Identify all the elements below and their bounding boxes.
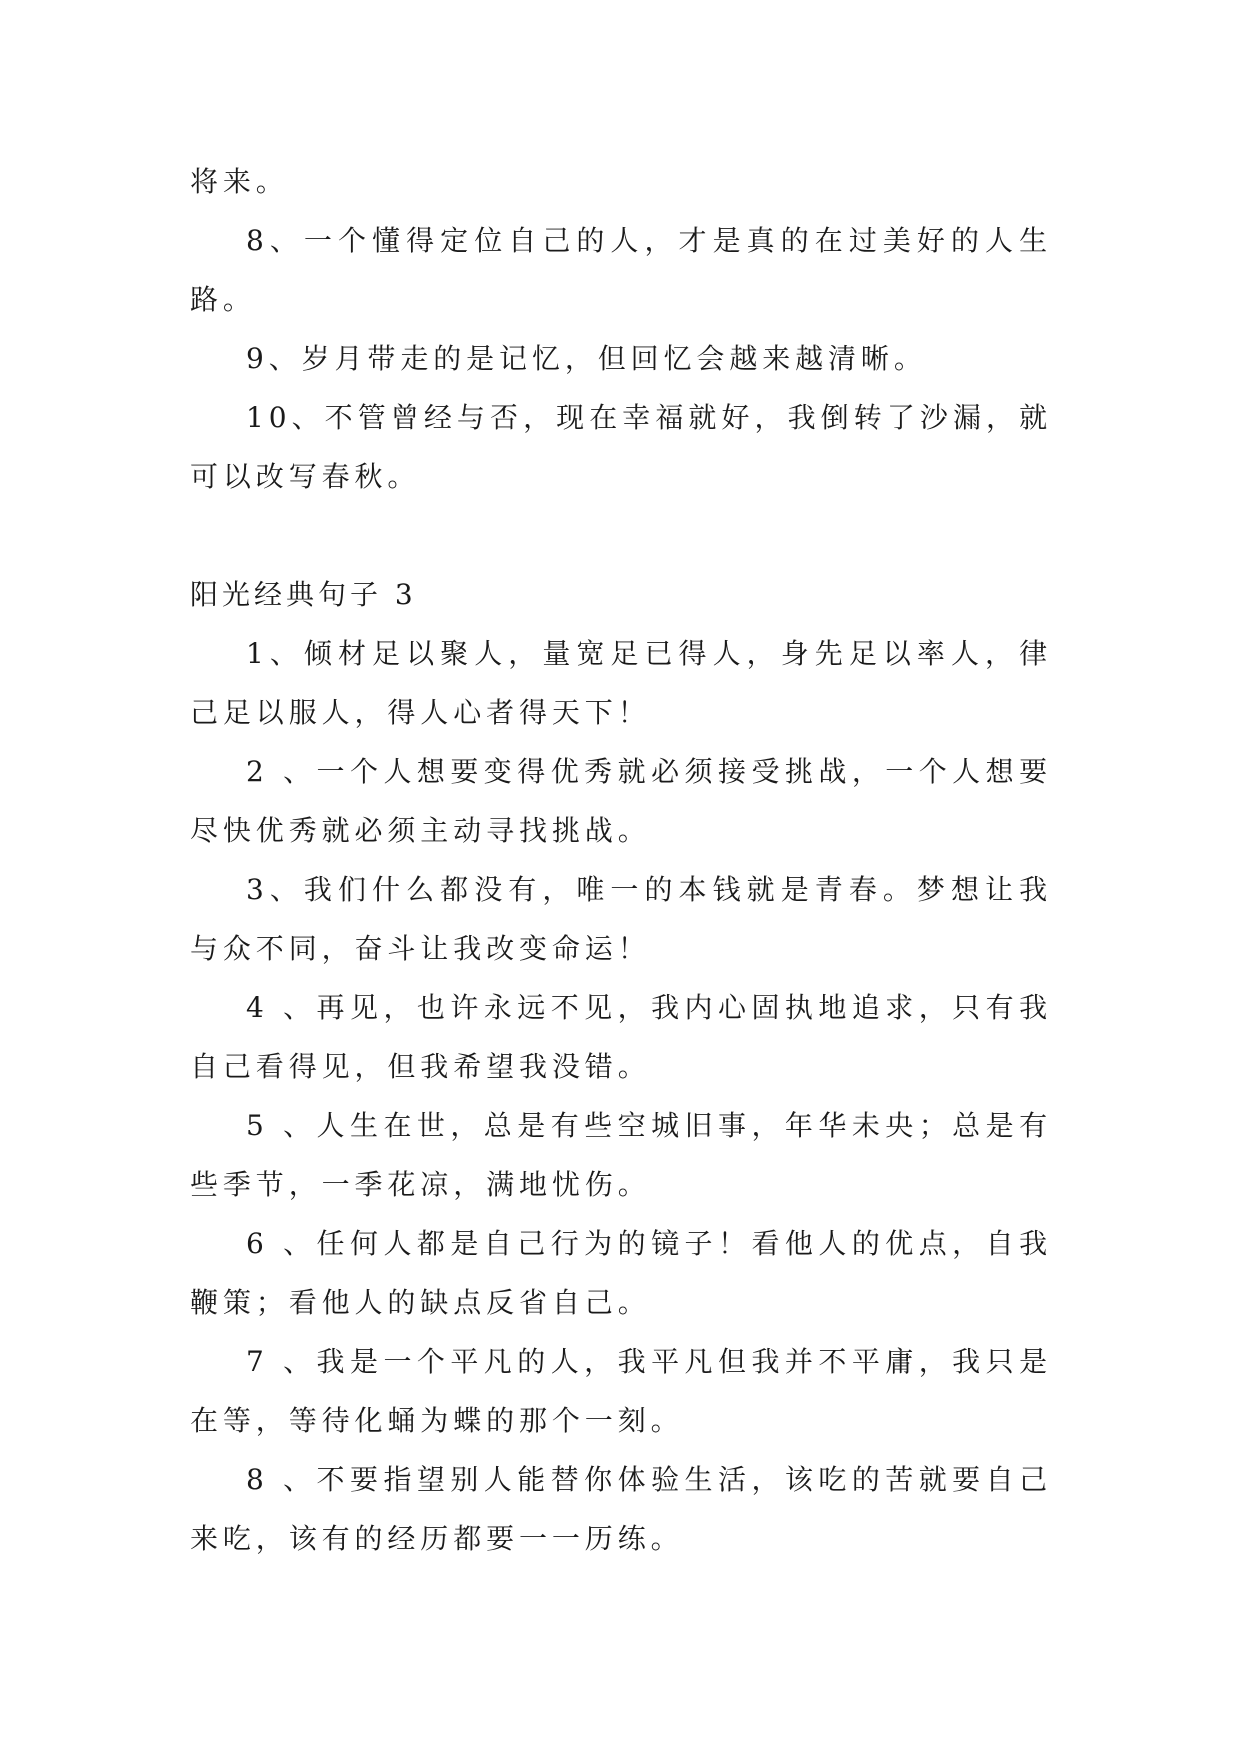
list-item: 1、倾材足以聚人，量宽足已得人，身先足以率人，律己足以服人，得人心者得天下！ (190, 637, 1052, 729)
list-item: 10、不管曾经与否，现在幸福就好，我倒转了沙漏，就可以改写春秋。 (190, 401, 1052, 493)
list-item: 7 、我是一个平凡的人，我平凡但我并不平庸，我只是在等，等待化蛹为蝶的那个一刻。 (190, 1345, 1052, 1437)
continuation-paragraph: 将来。 (190, 165, 289, 198)
list-item: 8、一个懂得定位自己的人，才是真的在过美好的人生路。 (190, 224, 1052, 316)
list-item: 2 、一个人想要变得优秀就必须接受挑战，一个人想要尽快优秀就必须主动寻找挑战。 (190, 755, 1052, 847)
list-item: 5 、人生在世，总是有些空城旧事，年华未央；总是有些季节，一季花凉，满地忧伤。 (190, 1109, 1052, 1201)
list-item: 6 、任何人都是自己行为的镜子！看他人的优点，自我鞭策；看他人的缺点反省自己。 (190, 1227, 1052, 1319)
text-body (190, 152, 1052, 1568)
section-heading: 阳光经典句子 3 (190, 578, 417, 611)
list-item: 8 、不要指望别人能替你体验生活，该吃的苦就要自己来吃，该有的经历都要一一历练。 (190, 1463, 1052, 1555)
list-item: 4 、再见，也许永远不见，我内心固执地追求，只有我自己看得见，但我希望我没错。 (190, 991, 1052, 1083)
list-item: 9、岁月带走的是记忆，但回忆会越来越清晰。 (246, 342, 927, 375)
list-item: 3、我们什么都没有，唯一的本钱就是青春。梦想让我与众不同，奋斗让我改变命运！ (190, 873, 1052, 965)
